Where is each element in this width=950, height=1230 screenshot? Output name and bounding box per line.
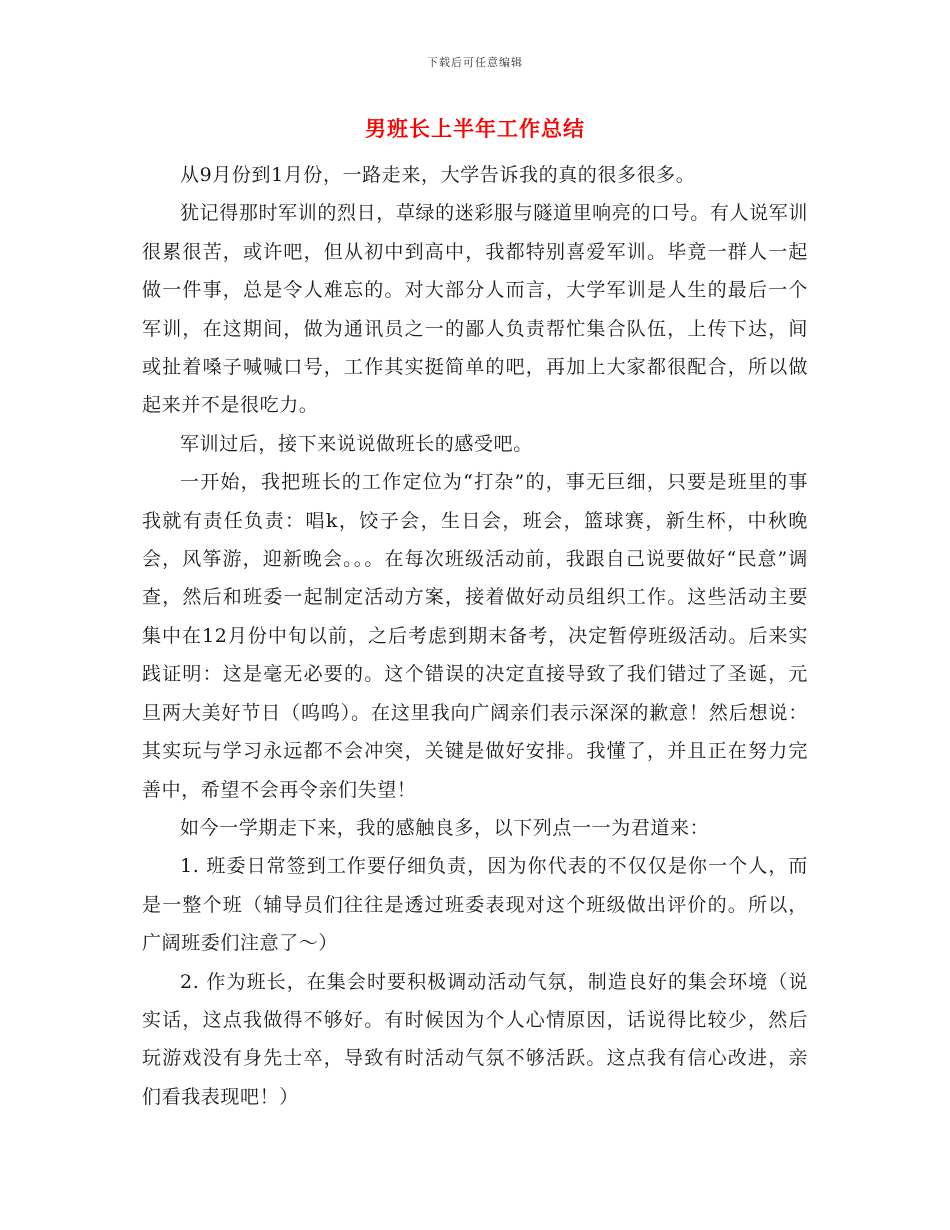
paragraph-point-2: 2. 作为班长，在集会时要积极调动活动气氛，制造良好的集会环境（说实话，这点我做得不够好。有时候因为个人心情原因，话说得比较少，然后玩游戏没有身先士卒，导致有时活动气氛不够活跃。这点我有信心改进，亲们看我表现吧！） (142, 970, 808, 1108)
document-title: 男班长上半年工作总结 (365, 116, 585, 141)
header-note: 下载后可任意编辑 (427, 56, 523, 69)
paragraph-point-1: 1. 班委日常签到工作要仔细负责，因为你代表的不仅仅是你一个人，而是一整个班（辅导员们往往是透过班委表现对这个班级做出评价的。所以，广阔班委们注意了～） (142, 855, 808, 955)
paragraph-reflections-intro: 如今一学期走下来，我的感触良多，以下列点一一为君道来： (180, 816, 710, 839)
paragraph-military-training: 犹记得那时军训的烈日，草绿的迷彩服与隧道里响亮的口号。有人说军训很累很苦，或许吧，但从初中到高中，我都特别喜爱军训。毕竟一群人一起做一件事，总是令人难忘的。对大部分人而言，大学军训是人生的最后一个军训，在这期间，做为通讯员之一的鄙人负责帮忙集合队伍，上传下达，间或扯着嗓子喊喊口号，工作其实挺简单的吧，再加上大家都很配合，所以做起来并不是很吃力。 (142, 202, 808, 417)
paragraph-intro: 从9月份到1月份，一路走来，大学告诉我的真的很多很多。 (180, 164, 696, 186)
document-body (142, 156, 808, 1116)
paragraph-transition: 军训过后，接下来说说做班长的感受吧。 (180, 432, 533, 455)
paragraph-class-monitor-work: 一开始，我把班长的工作定位为“打杂”的，事无巨细，只要是班里的事我就有责任负责：唱k，饺子会，生日会，班会，篮球赛，新生杯，中秋晚会，风筝游，迎新晚会。。。在每次班级活动前，我跟自己说要做好“民意”调查，然后和班委一起制定活动方案，接着做好动员组织工作。这些活动主要集中在12月份中旬以前，之后考虑到期末备考，决定暂停班级活动。后来实践证明：这是毫无必要的。这个错误的决定直接导致了我们错过了圣诞，元旦两大美好节日（呜呜）。在这里我向广阔亲们表示深深的歉意！然后想说：其实玩与学习永远都不会冲突，关键是做好安排。我懂了，并且正在努力完善中，希望不会再令亲们失望！ (142, 471, 808, 801)
